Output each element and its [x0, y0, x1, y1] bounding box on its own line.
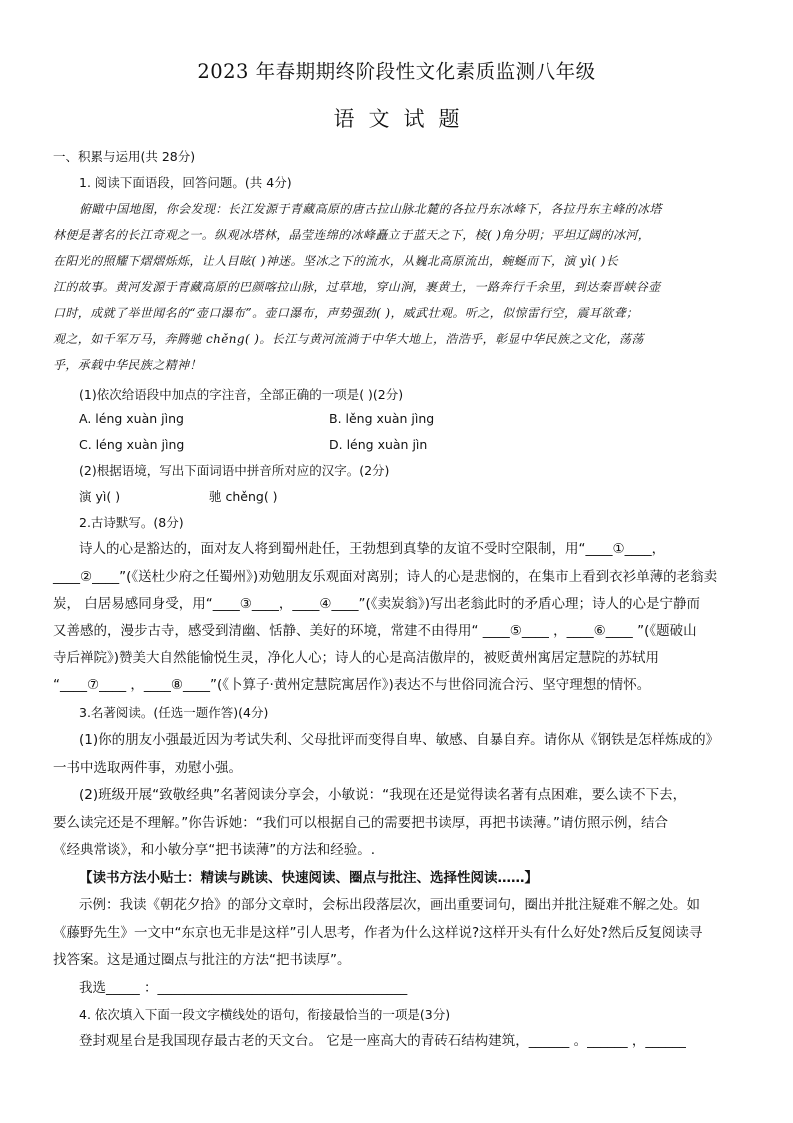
text-line: 《藤野先生》一文中“东京也无非是这样”引人思考，作者为什么这样说?这样开头有什么好处?然后反复阅读寻 — [53, 925, 703, 941]
answer-option: B. lěng xuàn jìng — [329, 411, 435, 426]
text-line — [53, 484, 339, 510]
text-line: 江的故事。黄河发源于青藏高原的巴颜喀拉山脉，过草地，穿山涧，裹黄土，一路奔行千余里，到达秦晋峡谷壶 — [53, 280, 661, 294]
text-line: 林便是著名的长江奇观之一。纵观冰塔林，晶莹连绵的冰峰矗立于蓝天之下，棱( )角分明；平坦辽阔的冰河， — [53, 228, 651, 242]
text-line: 2.古诗默写。(8分) — [79, 515, 184, 530]
text-line: 又善感的，漫步古寺，感受到清幽、恬静、美好的环境，常建不由得用“ ____⑤____ ，____⑥____ ”(《题破山 — [53, 623, 697, 639]
answer-option: C. léng xuàn jìng — [79, 437, 185, 452]
text-line: 在阳光的照耀下熠熠烁烁，让人目眩( )神迷。坚冰之下的流水，从巍北高原流出，蜿蜒而下，演 yì( )长 — [53, 254, 619, 268]
text-line: ____②____”(《送杜少府之任蜀州》)劝勉朋友乐观面对离别；诗人的心是悲悯的，在集市上看到衣衫单薄的老翁卖 — [53, 569, 718, 585]
text-line: 1. 阅读下面语段，回答问题。(共 4分) — [79, 175, 292, 190]
text-line: 【读书方法小贴士：精读与跳读、快速阅读、圈点与批注、选择性阅读……】 — [79, 870, 538, 886]
text-line — [53, 432, 529, 458]
text-line: (2)根据语境，写出下面词语中拼音所对应的汉字。(2分) — [79, 463, 390, 478]
text-line: 找答案。这是通过圈点与批注的方法“把书读厚”。 — [53, 952, 351, 968]
text-line: 一、积累与运用(共 28分) — [53, 149, 196, 164]
text-line: 观之，如千军万马，奔腾驰 chěng( )。长江与黄河流淌于中华大地上，浩浩乎，彰显中华民族之文化，荡荡 — [53, 332, 644, 346]
text-line: 寺后禅院》)赞美大自然能愉悦生灵，净化人心；诗人的心是高洁傲岸的，被贬黄州寓居定慧院的苏轼用 — [53, 650, 660, 666]
text-line: 4. 依次填入下面一段文字横线处的语句，衔接最恰当的一项是(3分) — [79, 1007, 451, 1022]
text-line: 一书中选取两件事，劝慰小强。 — [53, 760, 242, 776]
text-line: 登封观星台是我国现存最古老的天文台。 它是一座高大的青砖石结构建筑，______ 。______ ，______ — [79, 1033, 686, 1049]
answer-option: D. léng xuàn jìn — [329, 437, 428, 452]
text-line: 《经典常谈》，和小敏分享“把书读薄”的方法和经验。. — [53, 842, 376, 858]
answer-option: 驰 chěng( ) — [209, 489, 278, 504]
text-line: 要么读完还是不理解。”你告诉她：“我们可以根据自己的需要把书读厚，再把书读薄。”请仿照示例，结合 — [53, 815, 668, 831]
exam-subtitle: 语文试题 — [333, 107, 474, 131]
text-line: 我选_____ ：_____________________________________ — [79, 980, 408, 996]
text-line: (1)依次给语段中加点的字注音，全部正确的一项是( )(2分) — [79, 387, 404, 402]
answer-option: A. léng xuàn jìng — [79, 411, 184, 426]
text-line: (2)班级开展“致敬经典”名著阅读分享会，小敏说：“我现在还是觉得读名著有点困难，要么读不下去， — [79, 787, 687, 803]
text-line: (1)你的朋友小强最近因为考试失利、父母批评而变得自卑、敏感、自暴自弃。请你从《钢铁是怎样炼成的》 — [79, 732, 720, 748]
text-line: 诗人的心是豁达的，面对友人将到蜀州赴任，王勃想到真挚的友谊不受时空限制，用“____①____， — [79, 541, 666, 557]
text-line — [53, 406, 529, 432]
text-line: 示例：我读《朝花夕拾》的部分文章时，会标出段落层次，画出重要词句，圈出并批注疑难不解之处。如 — [79, 897, 700, 913]
exam-title: 2023 年春期期终阶段性文化素质监测八年级 — [197, 60, 596, 83]
answer-option: 演 yì( ) — [79, 489, 121, 504]
text-line: 口时，成就了举世闻名的“壶口瀑布”。壶口瀑布，声势强劲( )，威武壮观。听之，似惊雷行空，震耳欲聋； — [53, 306, 639, 320]
text-line: 乎，承载中华民族之精神！ — [53, 358, 202, 372]
text-line: 炭， 白居易感同身受，用“____③____，____④____”(《卖炭翁》)写出老翁此时的矛盾心理；诗人的心是宁静而 — [53, 596, 701, 612]
text-line: 3.名著阅读。(任选一题作答)(4分) — [79, 705, 269, 720]
text-line: “____⑦____ ，____⑧____”(《卜算子·黄州定慧院寓居作》)表达不与世俗同流合污、坚守理想的情怀。 — [53, 677, 651, 693]
text-line: 俯瞰中国地图，你会发现：长江发源于青藏高原的唐古拉山脉北麓的各拉丹东冰峰下，各拉丹东主峰的冰塔 — [79, 202, 662, 216]
